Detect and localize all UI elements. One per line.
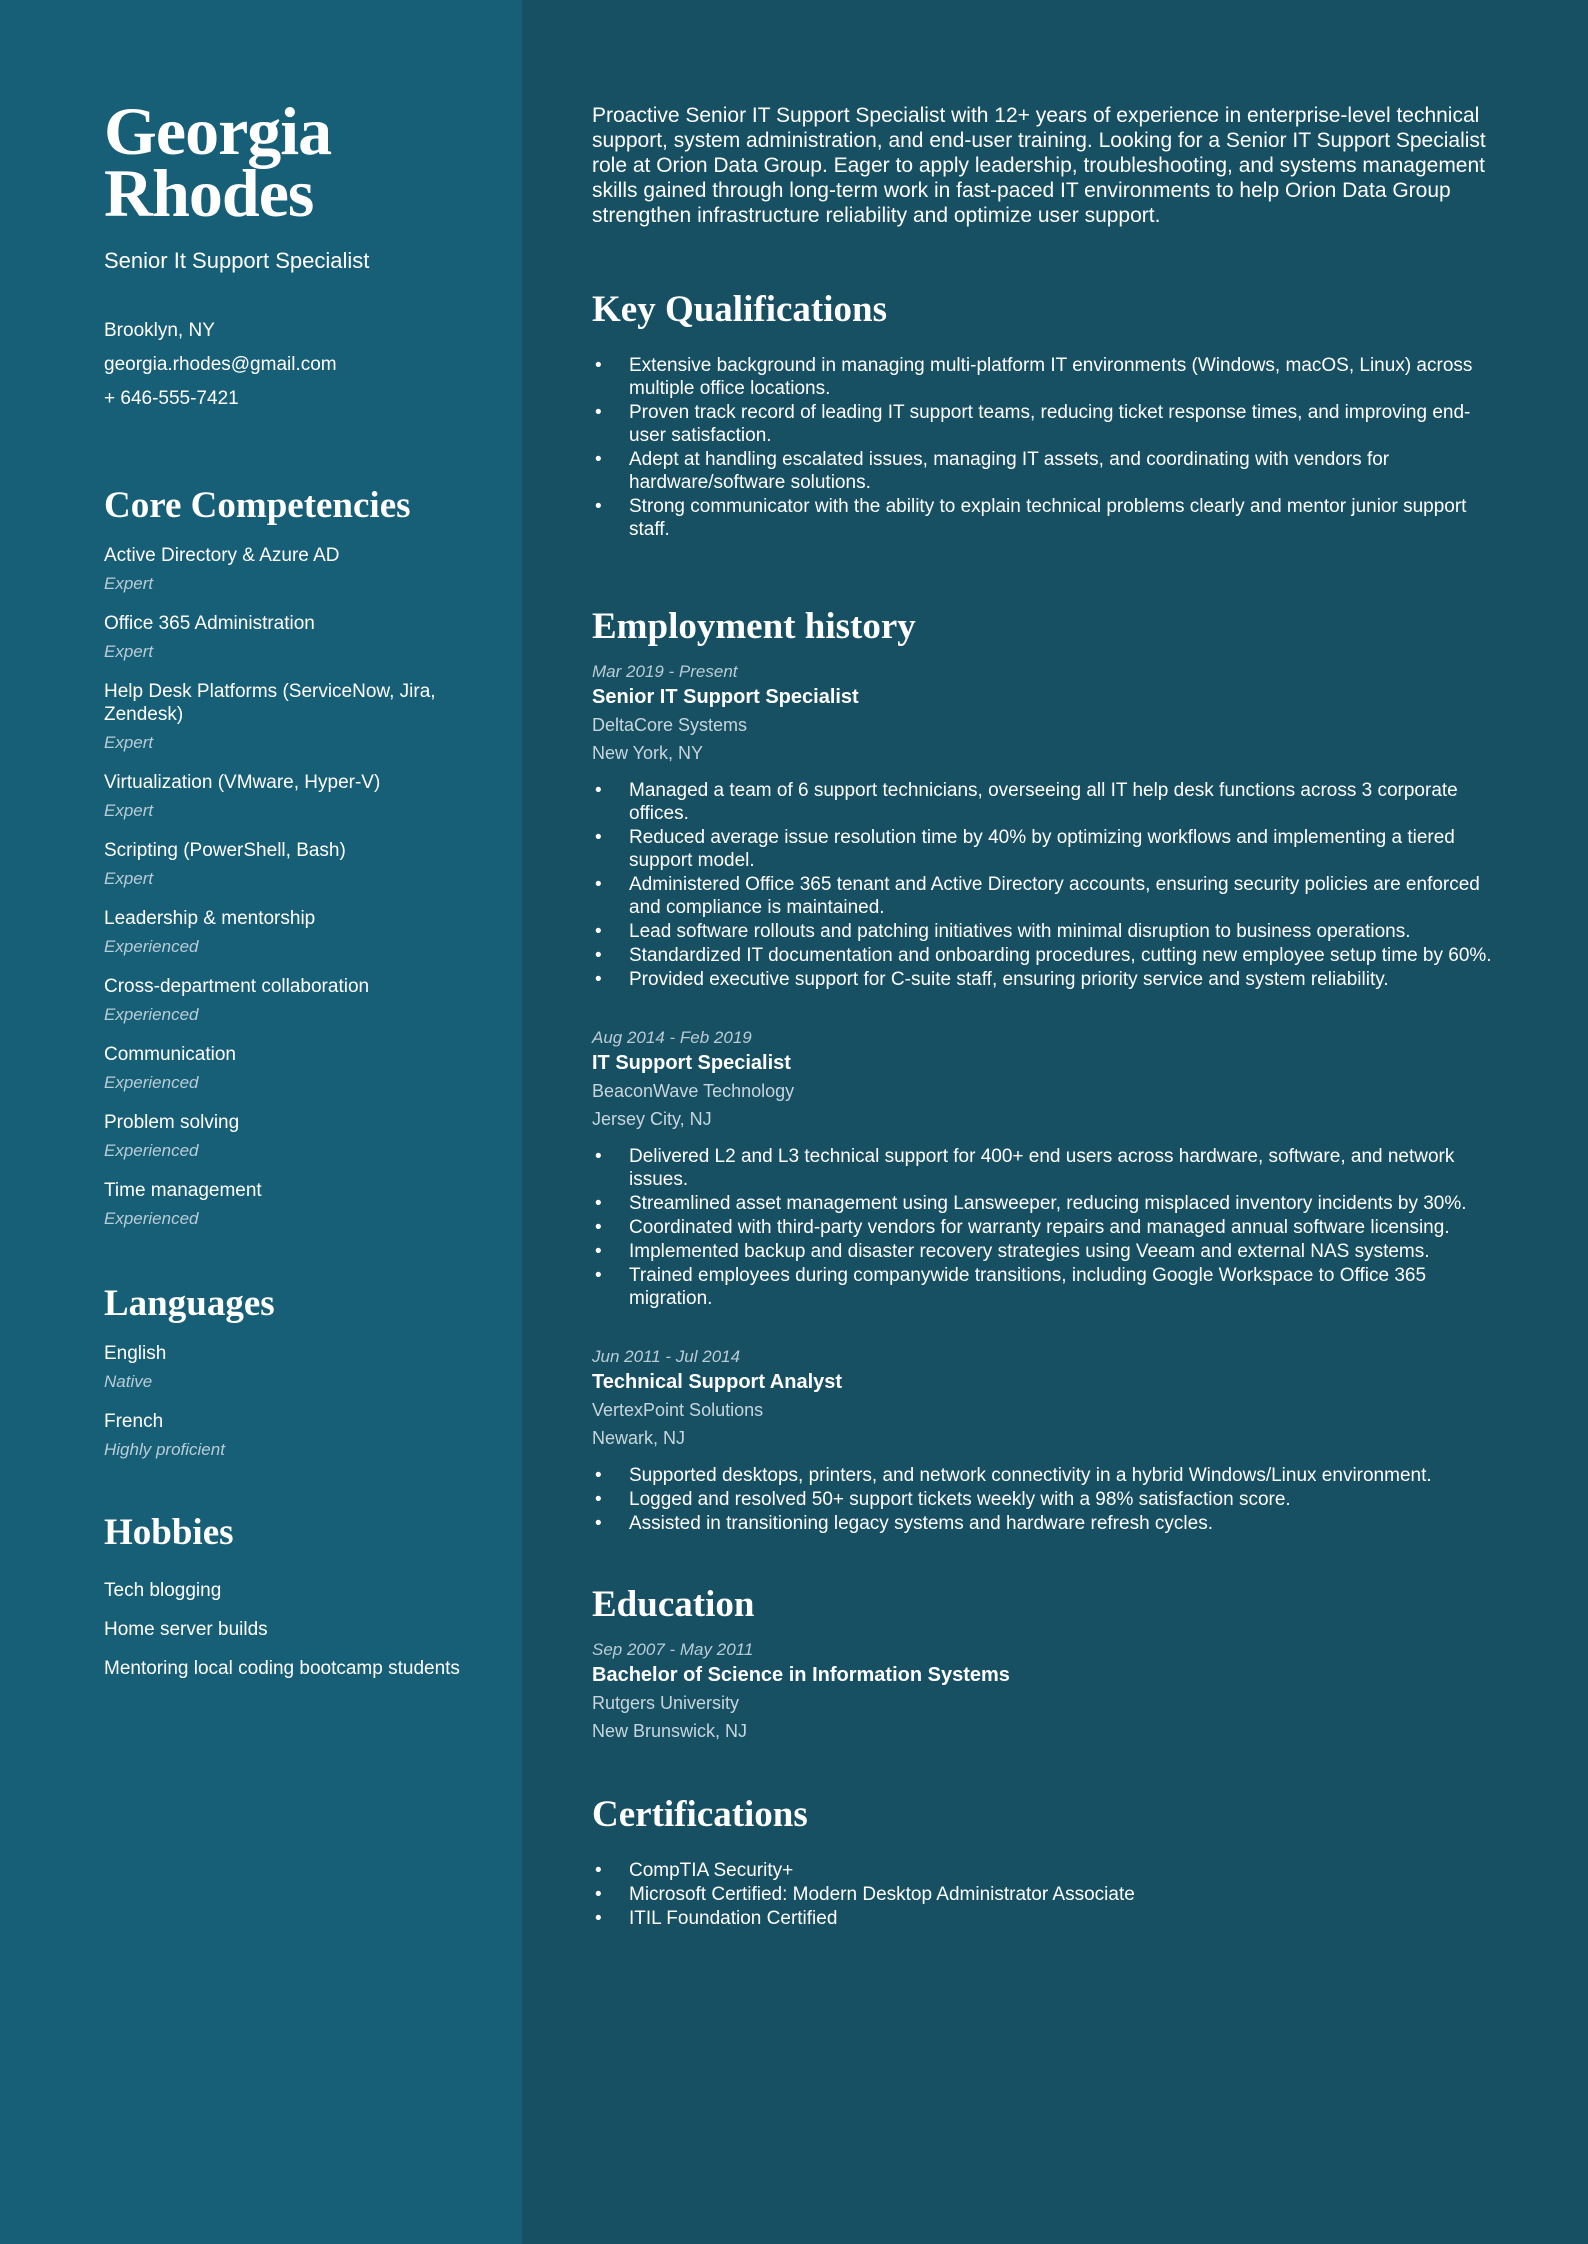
hobbies-list [104, 1571, 482, 1688]
competency-level: Expert [104, 733, 154, 752]
education-heading: Education [592, 1584, 755, 1625]
education-entry [592, 1639, 1498, 1745]
language-name: English [104, 1343, 167, 1364]
main-content [522, 0, 1588, 2244]
degree: Bachelor of Science in Information Systems [592, 1664, 1010, 1686]
first-name: Georgia [104, 93, 332, 169]
language-name: French [104, 1411, 164, 1432]
competency-item [104, 680, 482, 754]
job-bullets [592, 1145, 1498, 1310]
hobby-item: Mentoring local coding bootcamp students [104, 1658, 460, 1679]
job-bullet: • Assisted in transitioning legacy systems and hardware refresh cycles. [592, 1512, 1498, 1535]
certification-item: • ITIL Foundation Certified [592, 1907, 1498, 1930]
job-location: Jersey City, NJ [592, 1109, 712, 1129]
job-bullet: • Supported desktops, printers, and network connectivity in a hybrid Windows/Linux environment. [592, 1464, 1498, 1487]
job-bullet: • Coordinated with third-party vendors for warranty repairs and managed annual software licensing. [592, 1216, 1498, 1239]
competency-name: Virtualization (VMware, Hyper-V) [104, 772, 381, 793]
competency-level: Expert [104, 642, 154, 661]
hobbies-heading: Hobbies [104, 1512, 234, 1553]
hobby-item: Home server builds [104, 1619, 268, 1640]
job-title: Senior It Support Specialist [104, 248, 370, 273]
job-bullet: • Managed a team of 6 support technicians, overseeing all IT help desk functions across 3 corporate offices. [592, 779, 1498, 825]
competency-name: Scripting (PowerShell, Bash) [104, 840, 346, 861]
competency-item [104, 839, 482, 890]
company: DeltaCore Systems [592, 715, 748, 735]
competency-level: Experienced [104, 1141, 199, 1160]
job-bullet: • Implemented backup and disaster recovery strategies using Veeam and external NAS systems. [592, 1240, 1498, 1263]
job-date: Mar 2019 - Present [592, 662, 738, 681]
competency-item [104, 771, 482, 822]
summary: Proactive Senior IT Support Specialist with 12+ years of experience in enterprise-level technical support, system administration, and end-user training. Looking for a Senior IT Support Specialist role at Orion Data Group. Eager to apply leadership, troubleshooting, and systems management skills gained through long-term work in fast-paced IT environments to help Orion Data Group strengthen infrastructure reliability and optimize user support. [592, 104, 1486, 227]
job-date: Aug 2014 - Feb 2019 [592, 1028, 752, 1047]
competency-item [104, 544, 482, 595]
competency-item [104, 975, 482, 1026]
school: Rutgers University [592, 1693, 740, 1713]
competency-name: Time management [104, 1180, 262, 1201]
competency-name: Leadership & mentorship [104, 908, 316, 929]
competency-level: Expert [104, 574, 154, 593]
competency-level: Experienced [104, 937, 199, 956]
job-bullet: • Delivered L2 and L3 technical support for 400+ end users across hardware, software, and network issues. [592, 1145, 1498, 1191]
competency-name: Active Directory & Azure AD [104, 545, 340, 566]
qualification-item: • Extensive background in managing multi-platform IT environments (Windows, macOS, Linux) across multiple office locations. [592, 354, 1498, 400]
language-item [104, 1410, 482, 1461]
company: VertexPoint Solutions [592, 1400, 764, 1420]
location: Brooklyn, NY [104, 320, 215, 341]
employment-heading: Employment history [592, 606, 916, 647]
contact-info [104, 314, 482, 416]
job-bullets [592, 779, 1498, 991]
competency-level: Experienced [104, 1073, 199, 1092]
job-bullet: • Provided executive support for C-suite staff, ensuring priority service and system reliability. [592, 968, 1498, 991]
sidebar [0, 0, 522, 2244]
language-item [104, 1342, 482, 1393]
qualification-item: • Proven track record of leading IT support teams, reducing ticket response times, and improving end-user satisfaction. [592, 401, 1498, 447]
last-name: Rhodes [104, 155, 314, 231]
competency-name: Cross-department collaboration [104, 976, 370, 997]
job-location: Newark, NJ [592, 1428, 686, 1448]
job-title: Senior IT Support Specialist [592, 686, 859, 708]
education-date: Sep 2007 - May 2011 [592, 1640, 754, 1659]
certification-item: • Microsoft Certified: Modern Desktop Administrator Associate [592, 1883, 1498, 1906]
job-title: Technical Support Analyst [592, 1371, 843, 1393]
competency-level: Expert [104, 801, 154, 820]
competency-item [104, 1179, 482, 1230]
job-entry [592, 1346, 1498, 1535]
competency-item [104, 907, 482, 958]
competency-level: Expert [104, 869, 154, 888]
employment-list [592, 661, 1498, 1535]
job-title: IT Support Specialist [592, 1052, 791, 1074]
competency-item [104, 1043, 482, 1094]
competency-name: Communication [104, 1044, 236, 1065]
qualification-item: • Strong communicator with the ability to explain technical problems clearly and mentor junior support staff. [592, 495, 1498, 541]
email: georgia.rhodes@gmail.com [104, 354, 337, 375]
job-bullet: • Standardized IT documentation and onboarding procedures, cutting new employee setup time by 60%. [592, 944, 1498, 967]
job-bullet: • Trained employees during companywide transitions, including Google Workspace to Office 365 migration. [592, 1264, 1498, 1310]
school-location: New Brunswick, NJ [592, 1721, 748, 1741]
job-location: New York, NY [592, 743, 704, 763]
phone: + 646-555-7421 [104, 388, 239, 409]
job-entry [592, 1027, 1498, 1310]
certifications-list [592, 1859, 1498, 1930]
job-bullet: • Streamlined asset management using Lansweeper, reducing misplaced inventory incidents by 30%. [592, 1192, 1498, 1215]
language-level: Highly proficient [104, 1440, 225, 1459]
languages-list [104, 1342, 482, 1461]
job-bullet: • Administered Office 365 tenant and Active Directory accounts, ensuring security policies are enforced and compliance is maintained. [592, 873, 1498, 919]
job-bullet: • Lead software rollouts and patching initiatives with minimal disruption to business operations. [592, 920, 1498, 943]
competency-level: Experienced [104, 1005, 199, 1024]
qualifications-heading: Key Qualifications [592, 289, 887, 330]
competency-item [104, 612, 482, 663]
certifications-heading: Certifications [592, 1794, 808, 1835]
job-date: Jun 2011 - Jul 2014 [592, 1347, 741, 1366]
qualification-item: • Adept at handling escalated issues, managing IT assets, and coordinating with vendors for hardware/software solutions. [592, 448, 1498, 494]
competency-name: Help Desk Platforms (ServiceNow, Jira, Zendesk) [104, 681, 436, 725]
competency-item [104, 1111, 482, 1162]
job-bullet: • Reduced average issue resolution time by 40% by optimizing workflows and implementing a tiered support model. [592, 826, 1498, 872]
competencies-heading: Core Competencies [104, 485, 411, 526]
competency-name: Problem solving [104, 1112, 240, 1133]
languages-heading: Languages [104, 1283, 275, 1324]
company: BeaconWave Technology [592, 1081, 795, 1101]
competency-level: Experienced [104, 1209, 199, 1228]
job-entry [592, 661, 1498, 991]
competencies-list [104, 544, 482, 1230]
job-bullet: • Logged and resolved 50+ support tickets weekly with a 98% satisfaction score. [592, 1488, 1498, 1511]
competency-name: Office 365 Administration [104, 613, 315, 634]
qualifications-list [592, 354, 1498, 541]
job-bullets [592, 1464, 1498, 1535]
language-level: Native [104, 1372, 153, 1391]
hobby-item: Tech blogging [104, 1580, 222, 1601]
candidate-name [104, 93, 482, 231]
certification-item: • CompTIA Security+ [592, 1859, 1498, 1882]
